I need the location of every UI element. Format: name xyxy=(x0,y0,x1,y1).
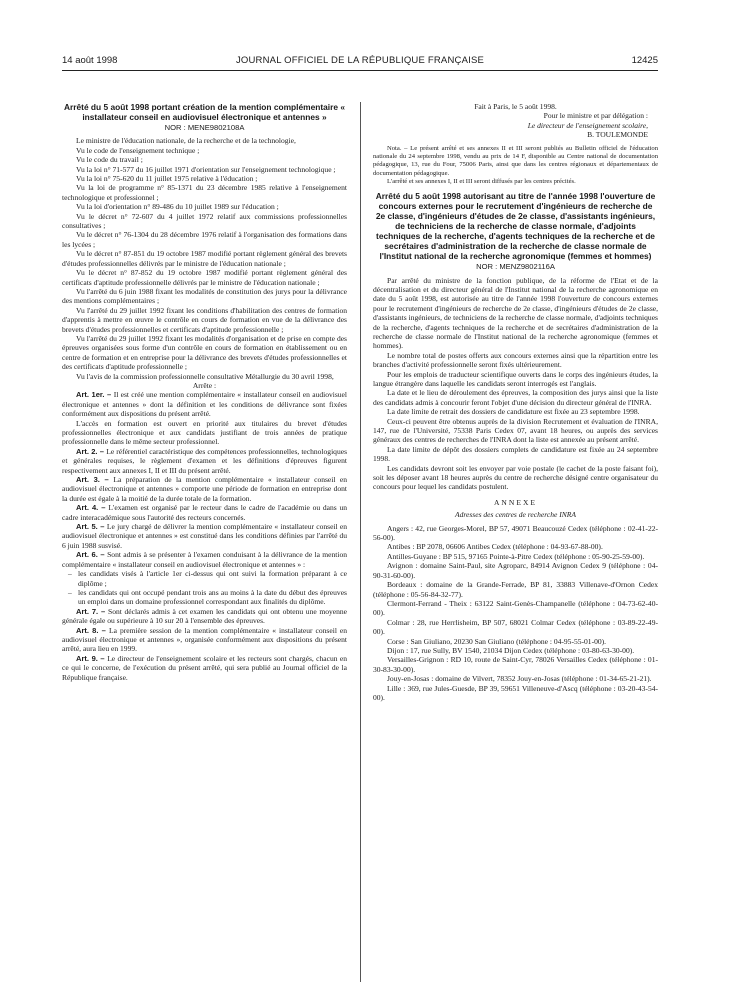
article-text: La première session de la mention complémentaire « installateur conseil en audiovisuel électronique et antennes », organisée conformément aux dispositions du présent arrêté, aura lieu en 1999. xyxy=(62,625,348,654)
article-text: L'examen est organisé par le recteur dans le cadre de l'académie ou dans un cadre interacadémique sous l'autorité des recteurs concernés. xyxy=(62,503,348,522)
nota-distribution: L'arrêté et ses annexes I, II et III seront diffusés par les centres précités. xyxy=(387,177,576,185)
visa-paragraph: Vu la loi de programme n° 85-1371 du 23 décembre 1985 relative à l'enseignement technologique et professionnel ; xyxy=(62,183,347,202)
article-number: Art. 7. – xyxy=(76,606,108,616)
article-number: Art. 8. – xyxy=(76,625,110,635)
article-paragraph xyxy=(62,522,347,550)
address-entry: Dijon : 17, rue Sully, BV 1540, 21034 Dijon Cedex (téléphone : 03-80-63-30-00). xyxy=(387,645,635,655)
visa-paragraph: Vu l'arrêté du 6 juin 1988 fixant les modalités de constitution des jurys pour la délivrance des mentions complémentaires ; xyxy=(62,286,347,306)
article-number: Art. 1er. – xyxy=(76,390,114,400)
article-paragraph xyxy=(62,654,347,682)
eligibility-item: – les candidats qui ont occupé pendant trois ans au moins à la date du début des épreuves un emploi dans un domaine professionnel correspondant aux finalités du diplôme. xyxy=(62,588,347,607)
address-entry: Antibes : BP 2078, 06606 Antibes Cedex (téléphone : 04-93-67-88-00). xyxy=(387,542,603,552)
article-paragraph xyxy=(62,419,347,447)
visa-paragraph: Vu le décret n° 87-852 du 19 octobre 1987 modifié portant règlement général des certificats d'aptitude professionnelle délivrés par le ministre de l'éducation nationale ; xyxy=(62,268,347,287)
visa-paragraph: Vu le code du travail ; xyxy=(76,155,143,165)
article-paragraph xyxy=(62,475,347,503)
address-entry: Bordeaux : domaine de la Grande-Ferrade, BP 81, 33883 Villenave-d'Ornon Cedex (téléphone : 05-56-84-32-77). xyxy=(373,580,658,599)
signatory: B. TOULEMONDE xyxy=(587,130,648,140)
visa-paragraph: Le ministre de l'éducation nationale, de la recherche et de la technologie, xyxy=(76,136,296,146)
article-text: Le jury chargé de délivrer la mention complémentaire « installateur conseil en audiovisuel électronique et antennes » est constitué dans les conditions définies par l'arrêté du 6 juin 1988 susvisé. xyxy=(62,522,347,550)
eligibility-list xyxy=(62,569,347,607)
address-entry: Corse : San Giuliano, 20230 San Giuliano (téléphone : 04-95-55-01-00). xyxy=(387,636,607,646)
article-paragraph xyxy=(62,607,347,626)
article-number: Art. 3. – xyxy=(76,475,114,485)
address-entry: Avignon : domaine Saint-Paul, site Agroparc, 84914 Avignon Cedex 9 (téléphone : 04-90-31-60-00). xyxy=(373,561,658,580)
right-column xyxy=(373,102,658,702)
decree-body-2 xyxy=(373,276,658,492)
article-text: Le directeur de l'enseignement scolaire et les recteurs sont chargés, chacun en ce qui le concerne, de l'exécution du présent arrêté, qui sera publié au Journal officiel de la République française. xyxy=(62,653,347,682)
visa-paragraph: Vu la loi n° 71-577 du 16 juillet 1971 d'orientation sur l'enseignement technologique ; xyxy=(76,164,336,174)
article-number: Art. 5. – xyxy=(76,522,107,532)
visa-paragraph: Vu l'arrêté du 29 juillet 1992 fixant les modalités d'organisation et de prise en compte des épreuves organisées sous forme d'un contrôle en cours de formation en établissement ou en centre de formation et en entreprise pour la délivrance des brevets d'études professionnelles et des certificats d'aptitude professionnelle ; xyxy=(62,333,347,372)
article-text: La préparation de la mention complémentaire « installateur conseil en audiovisuel électronique et antennes » comporte une période de formation en entreprise dont la durée est égale à la moitié de la durée totale de la formation. xyxy=(62,475,347,503)
address-list xyxy=(373,524,658,703)
journal-title: JOURNAL OFFICIEL DE LA RÉPUBLIQUE FRANÇAISE xyxy=(235,55,485,66)
visa-paragraph: Vu la loi n° 75-620 du 11 juillet 1975 relative à l'éducation ; xyxy=(76,174,258,184)
left-column xyxy=(62,102,347,682)
article-text: Il est créé une mention complémentaire « installateur conseil en audiovisuel électronique et antennes » dont la définition et les conditions de délivrance sont fixées conformément aux dispositions du présent arrêté. xyxy=(62,390,348,419)
article-paragraph xyxy=(62,626,347,654)
article-number: Art. 9. – xyxy=(76,653,108,663)
visa-paragraph: Vu la loi d'orientation n° 89-486 du 10 juillet 1989 sur l'éducation ; xyxy=(76,202,279,212)
body-paragraph: Ceux-ci peuvent être obtenus auprès de la division Recrutement et évaluation de l'INRA, 147, rue de l'Université, 75338 Paris Cedex 07, avant 18 heures, ou auprès des services généraux des centres de recherches de l'INRA dont la liste est annexée au présent arrêté. xyxy=(373,416,658,445)
article-paragraph xyxy=(62,503,347,522)
body-paragraph: Le nombre total de postes offerts aux concours externes ainsi que la répartition entre les branches d'activité professionnelle seront fixés ultérieurement. xyxy=(373,350,658,370)
annexe-heading: ANNEXE xyxy=(493,497,538,507)
address-entry: Lille : 369, rue Jules-Guesde, BP 39, 59651 Villeneuve-d'Ascq (téléphone : 03-20-43-54-00). xyxy=(373,683,658,702)
article-text: Sont admis à se présenter à l'examen conduisant à la délivrance de la mention complémentaire « installateur conseil en audiovisuel électronique et antennes » : xyxy=(62,550,348,569)
header-rule xyxy=(62,70,658,71)
eligibility-item: – les candidats visés à l'article 1er ci-dessus qui ont suivi la formation préparant à ce diplôme ; xyxy=(62,569,347,588)
article-number: Art. 6. – xyxy=(76,550,108,560)
visa-paragraph: Vu le décret n° 76-1304 du 28 décembre 1976 relatif à l'organisation des formations dans les lycées ; xyxy=(62,230,347,249)
article-text: Sont déclarés admis à cet examen les candidats qui ont obtenu une moyenne générale égale ou supérieure à 10 sur 20 à l'ensemble des épreuves. xyxy=(62,606,347,626)
body-paragraph: La date limite de dépôt des dossiers complets de candidature est fixée au 24 septembre 1998. xyxy=(373,444,658,464)
article-paragraph xyxy=(62,550,347,569)
body-paragraph: La date limite de retrait des dossiers de candidature est fixée au 23 septembre 1998. xyxy=(387,407,640,417)
arrete-label: Arrête : xyxy=(192,380,217,390)
article-text: L'accès en formation est ouvert en priorité aux titulaires du brevet d'études professionnelles électronique et aux candidats justifiant de trois années de pratique professionnelle dans le même secteur professionnel. xyxy=(62,418,347,447)
articles xyxy=(62,390,347,569)
nota: Nota. – Le présent arrêté et ses annexes II et III seront publiés au Bulletin officiel de l'éducation nationale du 24 septembre 1998, vendu au prix de 14 F, disponible au Centre national de documentation pédagogique, 13, rue du Four, 75006 Paris, ainsi que dans les centres régionaux et départementaux de documentation pédagogique. xyxy=(373,144,658,177)
address-entry: Antilles-Guyane : BP 515, 97165 Pointe-à-Pitre Cedex (téléphone : 05-90-25-59-00). xyxy=(387,551,645,561)
articles-continued xyxy=(62,607,347,682)
visa-paragraph: Vu le décret n° 87-851 du 19 octobre 1987 modifié portant règlement général des brevets d'études professionnelles délivrés par le ministre de l'éducation nationale ; xyxy=(62,249,347,268)
article-number: Art. 2. – xyxy=(76,446,107,456)
visa-paragraph: Vu le décret n° 72-607 du 4 juillet 1972 relatif aux commissions professionnelles consultatives ; xyxy=(62,211,347,231)
article-paragraph xyxy=(62,447,347,475)
decree-nor-2: NOR : MENZ9802116A xyxy=(476,262,555,272)
visa-paragraph: Vu l'avis de la commission professionnelle consultative Métallurgie du 30 avril 1998, xyxy=(76,371,334,381)
address-entry: Clermont-Ferrand - Theix : 63122 Saint-Genès-Champanelle (téléphone : 04-73-62-40-00). xyxy=(373,598,658,618)
body-paragraph: Les candidats devront soit les envoyer par voie postale (le cachet de la poste faisant foi), soit les déposer avant 18 heures auprès du centre de recherche désigné centre organisateur du concours pour lequel les candidats postulent. xyxy=(373,463,658,492)
decree-nor: NOR : MENE9802108A xyxy=(164,123,245,132)
address-entry: Jouy-en-Josas : domaine de Vilvert, 78352 Jouy-en-Josas (téléphone : 01-34-65-21-21). xyxy=(387,674,652,684)
annexe-subtitle: Adresses des centres de recherche INRA xyxy=(454,510,577,520)
article-text: Le référentiel caractéristique des compétences professionnelles, technologiques et générales requises, le règlement d'examen et les définitions d'épreuves figurent respectivement aux annexes I, II et III du présent arrêté. xyxy=(62,446,348,475)
article-number: Art. 4. – xyxy=(76,503,109,513)
page-number: 12425 xyxy=(631,55,658,66)
header-date: 14 août 1998 xyxy=(62,55,118,66)
visa-paragraph: Vu le code de l'enseignement technique ; xyxy=(76,145,200,155)
signature-place-date: Fait à Paris, le 5 août 1998. xyxy=(474,102,557,111)
decree-title-2: Arrêté du 5 août 1998 autorisant au titre de l'année 1998 l'ouverture de concours externes pour le recrutement d'ingénieurs de recherche de 2e classe, d'ingénieurs d'études de 2e classe, d'assistants ingénieurs, de techniciens de la recherche de classe normale, d'adjoints techniques de la recherche, d'agents techniques de la recherche et de secrétaires d'administration de la recherche de classe normale de l'Institut national de la recherche agronomique (femmes et hommes) xyxy=(375,191,656,262)
signature-delegation: Pour le ministre et par délégation : xyxy=(543,111,648,121)
signature-role: Le directeur de l'enseignement scolaire, xyxy=(527,120,648,130)
address-entry: Versailles-Grignon : RD 10, route de Saint-Cyr, 78026 Versailles Cedex (téléphone : 01-30-83-30-00). xyxy=(373,655,658,674)
decree-title: Arrêté du 5 août 1998 portant création de la mention complémentaire « installateur conseil en audiovisuel électronique et antennes » xyxy=(63,102,346,122)
address-entry: Angers : 42, rue Georges-Morel, BP 57, 49071 Beaucouzé Cedex (téléphone : 02-41-22-56-00). xyxy=(373,523,658,543)
body-paragraph: Pour les emplois de traducteur scientifique ouverts dans le corps des ingénieurs études, la langue étrangère dans laquelle les candidats seront interrogés est l'anglais. xyxy=(373,369,658,388)
body-paragraph: Par arrêté du ministre de la fonction publique, de la réforme de l'Etat et de la décentralisation et du directeur général de l'Institut national de la recherche agronomique en date du 5 août 1998, est autorisée au titre de l'année 1998 l'ouverture de concours externes pour le recrutement d'ingénieurs de recherche de 2e classe, d'ingénieurs d'études de 2e classe, d'assistants ingénieurs, de techniciens de la recherche de classe normale, d'adjoints techniques de la recherche, d'agents techniques de la recherche et de secrétaires d'administration de la recherche de classe normale de l'Institut national de la recherche agronomique (femmes et hommes). xyxy=(373,275,658,351)
visa-paragraph: Vu l'arrêté du 29 juillet 1992 fixant les conditions d'habilitation des centres de formation d'apprentis à mettre en œuvre le contrôle en cours de formation en vue de la délivrance des brevets d'études professionnelles et certificats d'aptitude professionnelle ; xyxy=(62,305,347,334)
visas xyxy=(62,136,347,381)
article-paragraph xyxy=(62,390,347,418)
page-header xyxy=(62,55,658,69)
column-divider xyxy=(360,102,361,982)
body-paragraph: La date et le lieu de déroulement des épreuves, la composition des jurys ainsi que la liste des candidats admis à concourir feront l'objet d'une décision du directeur général de l'INRA. xyxy=(373,388,658,407)
address-entry: Colmar : 28, rue Herrlisheim, BP 507, 68021 Colmar Cedex (téléphone : 03-89-22-49-00). xyxy=(373,617,658,637)
